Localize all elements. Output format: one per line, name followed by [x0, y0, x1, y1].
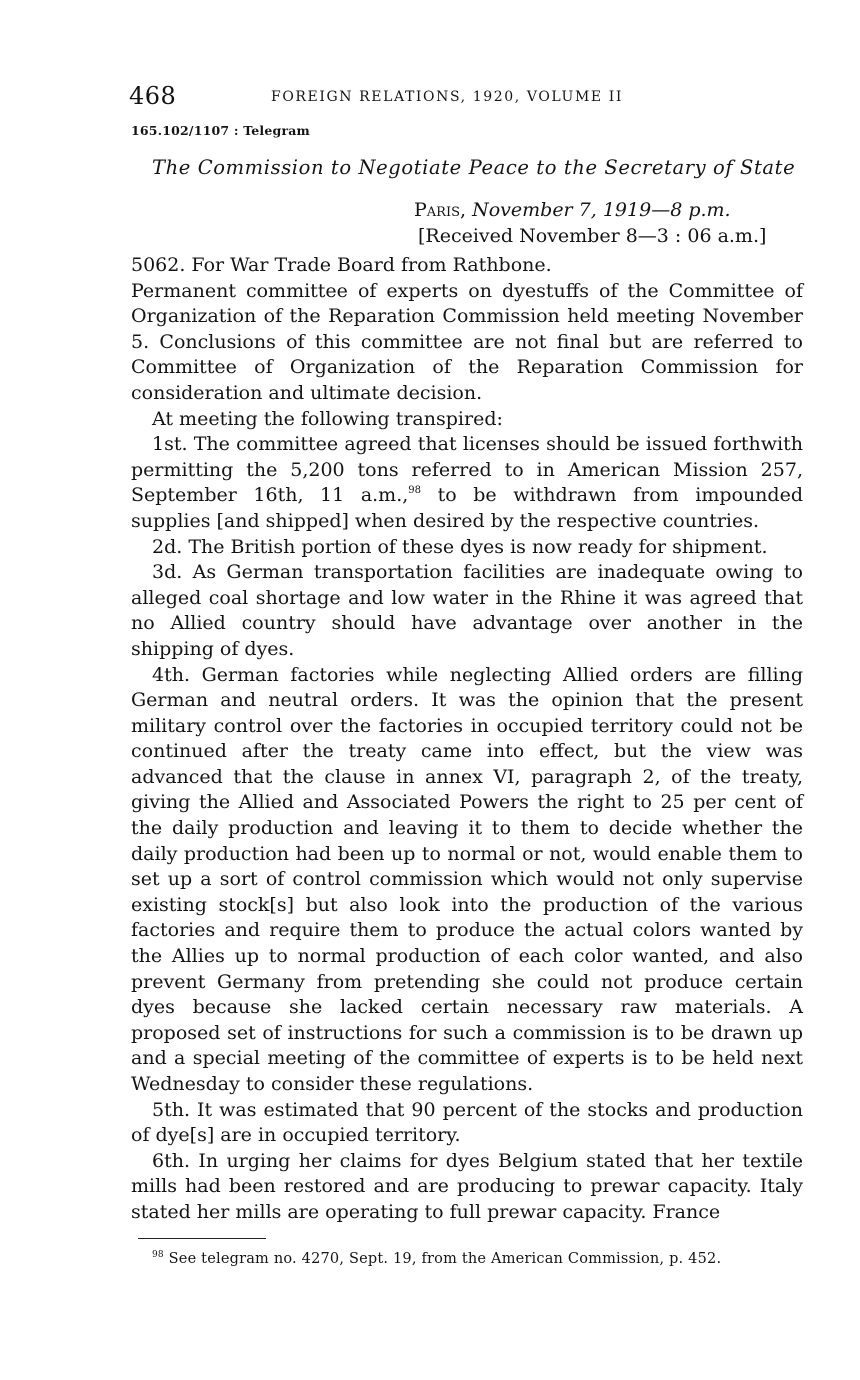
dateline-place: Paris,	[414, 199, 467, 221]
dateline-date: November 7, 1919—8 p.m.	[472, 199, 731, 221]
running-header	[131, 80, 803, 114]
footnote-text: See telegram no. 4270, Sept. 19, from the American Commission, p. 452.	[163, 1250, 722, 1267]
page-number: 468	[129, 82, 177, 110]
paragraph-text: 1st. The committee agreed that licenses should be issued forthwith permitting the 5,200 tons referred to in American Mission 257, September 16th, 11 a.m.,	[131, 433, 803, 507]
paragraph: 2d. The British portion of these dyes is now ready for shipment.	[152, 535, 768, 558]
paragraph: 5062. For War Trade Board from Rathbone.	[131, 254, 552, 276]
paragraph: 5th. It was estimated that 90 percent of the stocks and production of dye[s] are in occupied territory.	[131, 1098, 803, 1147]
received-line: [Received November 8—3 : 06 a.m.]	[418, 225, 767, 247]
running-title: FOREIGN RELATIONS, 1920, VOLUME II	[271, 89, 624, 105]
paragraph: 3d. As German transportation facilities are inadequate owing to alleged coal shortage and low water in the Rhine it was agreed that no Allied country should have advantage over another in the shipping of dyes.	[131, 561, 803, 660]
paragraph: At meeting the following transpired:	[152, 407, 503, 430]
document-page	[131, 80, 803, 1267]
paragraph	[131, 432, 803, 534]
footnote-divider	[138, 1238, 266, 1239]
dateline	[131, 197, 803, 223]
paragraph: 6th. In urging her claims for dyes Belgium stated that her textile mills had been restored and are producing to prewar capacity. Italy stated her mills are operating to full prewar capacity. France	[131, 1149, 803, 1223]
paragraph: Permanent committee of experts on dyestuffs of the Committee of Organization of the Reparation Commission held meeting November 5. Conclusions of this committee are not final but are referred to Committee of Organization of the Reparation Commission for consideration and ultimate decision.	[131, 279, 803, 404]
telegram-body	[131, 253, 803, 1226]
footnote-reference: 98	[408, 485, 422, 497]
footnote	[131, 1251, 803, 1267]
paragraph: 4th. German factories while neglecting Allied orders are filling German and neutral orders. It was the opinion that the present military control over the factories in occupied territory could not be continued after the treaty came into effect, but the view was advanced that the clause in annex VI, paragraph 2, of the treaty, giving the Allied and Associated Powers the right to 25 per cent of the daily production and leaving it to them to decide whether the daily production had been up to normal or not, would enable them to set up a sort of control commission which would not only supervise existing stock[s] but also look into the production of the various factories and require them to produce the actual colors wanted by the Allies up to normal production of each color wanted, and also prevent Germany from pretending she could not produce certain dyes because she lacked certain necessary raw materials. A proposed set of instructions for such a commission is to be drawn up and a special meeting of the committee of experts is to be held next Wednesday to consider these regulations.	[131, 663, 803, 1095]
paragraph-text: to be withdrawn from impounded supplies [and shipped] when desired by the respective countries.	[131, 484, 803, 532]
footnote-marker: 98	[152, 1249, 164, 1260]
document-title: The Commission to Negotiate Peace to the Secretary of State	[152, 156, 796, 179]
file-reference: 165.102/1107 : Telegram	[131, 123, 310, 138]
